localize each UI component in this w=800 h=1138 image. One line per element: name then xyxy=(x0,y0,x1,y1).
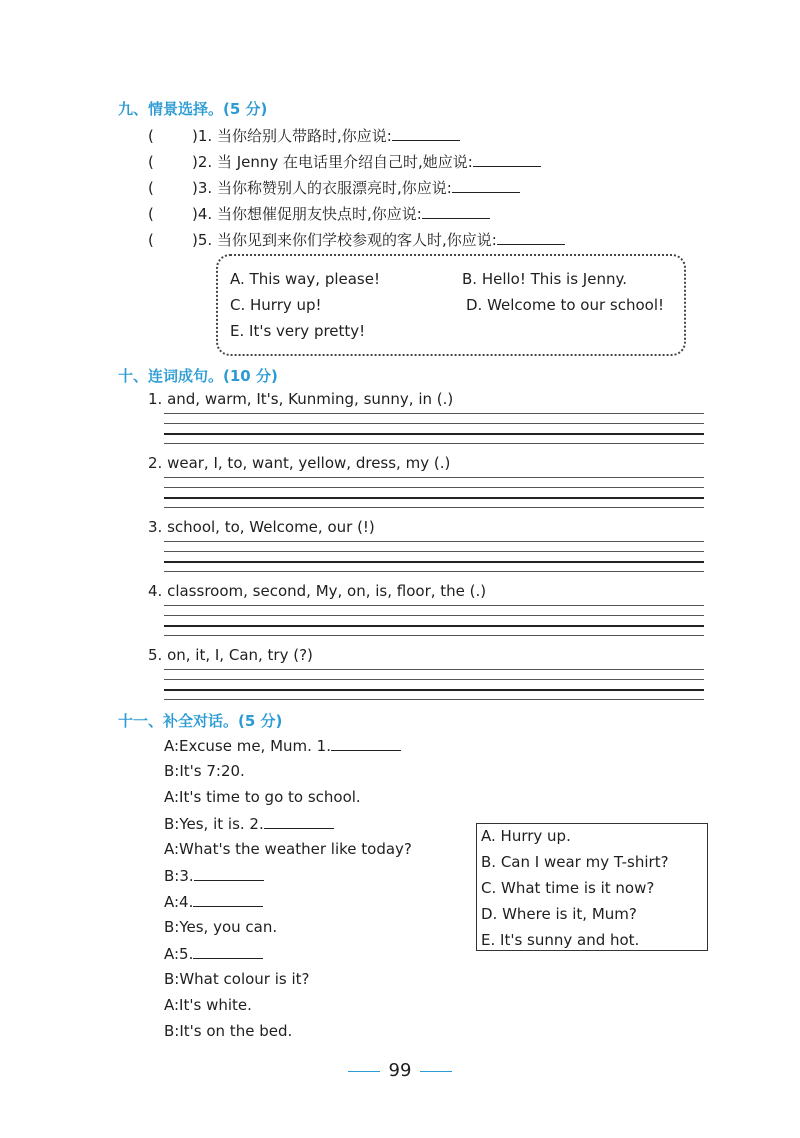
section-11-title: 十一、补全对话。(5 分) xyxy=(118,712,283,730)
question-text: 4. 当你想催促朋友快点时,你应说: xyxy=(197,205,422,223)
dialogue-blank-3[interactable] xyxy=(194,866,264,881)
question-2: ( )2. 当 Jenny 在电话里介绍自己时,她应说: xyxy=(148,151,541,172)
question-text: 3. 当你称赞别人的衣服漂亮时,你应说: xyxy=(197,179,452,197)
dialogue-line-10: B:What colour is it? xyxy=(164,970,310,988)
answer-blank[interactable] xyxy=(497,230,565,245)
answer-option-e: E. It's sunny and hot. xyxy=(481,931,640,949)
dialogue-line-6: B:3. xyxy=(164,866,264,885)
answer-option-b: B. Can I wear my T-shirt? xyxy=(481,853,669,871)
option-d: D. Welcome to our school! xyxy=(466,296,665,314)
dialogue-line-12: B:It's on the bed. xyxy=(164,1022,293,1040)
option-c: C. Hurry up! xyxy=(230,296,322,314)
question-1: ( )1. 当你给别人带路时,你应说: xyxy=(148,125,460,146)
question-4: ( )4. 当你想催促朋友快点时,你应说: xyxy=(148,203,490,224)
page-number: 99 xyxy=(388,1060,412,1081)
question-5: ( )5. 当你见到来你们学校参观的客人时,你应说: xyxy=(148,229,565,250)
page-number-line-right xyxy=(420,1071,452,1072)
question-text: 1. 当你给别人带路时,你应说: xyxy=(197,127,392,145)
answer-options-box xyxy=(476,823,708,951)
dialogue-line-11: A:It's white. xyxy=(164,996,252,1014)
sentence-2: 2. wear, I, to, want, yellow, dress, my (.) xyxy=(148,454,451,472)
dialogue-line-4: B:Yes, it is. 2. xyxy=(164,814,334,833)
question-text: 5. 当你见到来你们学校参观的客人时,你应说: xyxy=(197,231,497,249)
option-a: A. This way, please! xyxy=(230,270,380,288)
options-box xyxy=(216,254,686,356)
dialogue-blank-2[interactable] xyxy=(264,814,334,829)
sentence-4: 4. classroom, second, My, on, is, floor, the (.) xyxy=(148,582,487,600)
answer-blank[interactable] xyxy=(392,126,460,141)
answer-blank[interactable] xyxy=(452,178,520,193)
dialogue-blank-5[interactable] xyxy=(193,944,263,959)
dialogue-line-3: A:It's time to go to school. xyxy=(164,788,361,806)
option-e: E. It's very pretty! xyxy=(230,322,366,340)
dialogue-line-9: A:5. xyxy=(164,944,263,963)
dialogue-line-7: A:4. xyxy=(164,892,263,911)
sentence-1: 1. and, warm, It's, Kunming, sunny, in (.) xyxy=(148,390,454,408)
section-9-title: 九、情景选择。(5 分) xyxy=(118,100,268,118)
answer-option-c: C. What time is it now? xyxy=(481,879,655,897)
sentence-3: 3. school, to, Welcome, our (!) xyxy=(148,518,375,536)
dialogue-blank-4[interactable] xyxy=(193,892,263,907)
answer-blank[interactable] xyxy=(422,204,490,219)
section-10-title: 十、连词成句。(10 分) xyxy=(118,367,278,385)
answer-option-d: D. Where is it, Mum? xyxy=(481,905,637,923)
option-b: B. Hello! This is Jenny. xyxy=(462,270,627,288)
dialogue-line-8: B:Yes, you can. xyxy=(164,918,278,936)
answer-option-a: A. Hurry up. xyxy=(481,827,571,845)
dialogue-line-1: A:Excuse me, Mum. 1. xyxy=(164,736,401,755)
answer-paren: ( xyxy=(148,127,154,145)
question-text: 2. 当 Jenny 在电话里介绍自己时,她应说: xyxy=(197,153,473,171)
dialogue-blank-1[interactable] xyxy=(331,736,401,751)
answer-blank[interactable] xyxy=(473,152,541,167)
dialogue-line-5: A:What's the weather like today? xyxy=(164,840,412,858)
dialogue-line-2: B:It's 7:20. xyxy=(164,762,245,780)
sentence-5: 5. on, it, I, Can, try (?) xyxy=(148,646,313,664)
question-3: ( )3. 当你称赞别人的衣服漂亮时,你应说: xyxy=(148,177,520,198)
